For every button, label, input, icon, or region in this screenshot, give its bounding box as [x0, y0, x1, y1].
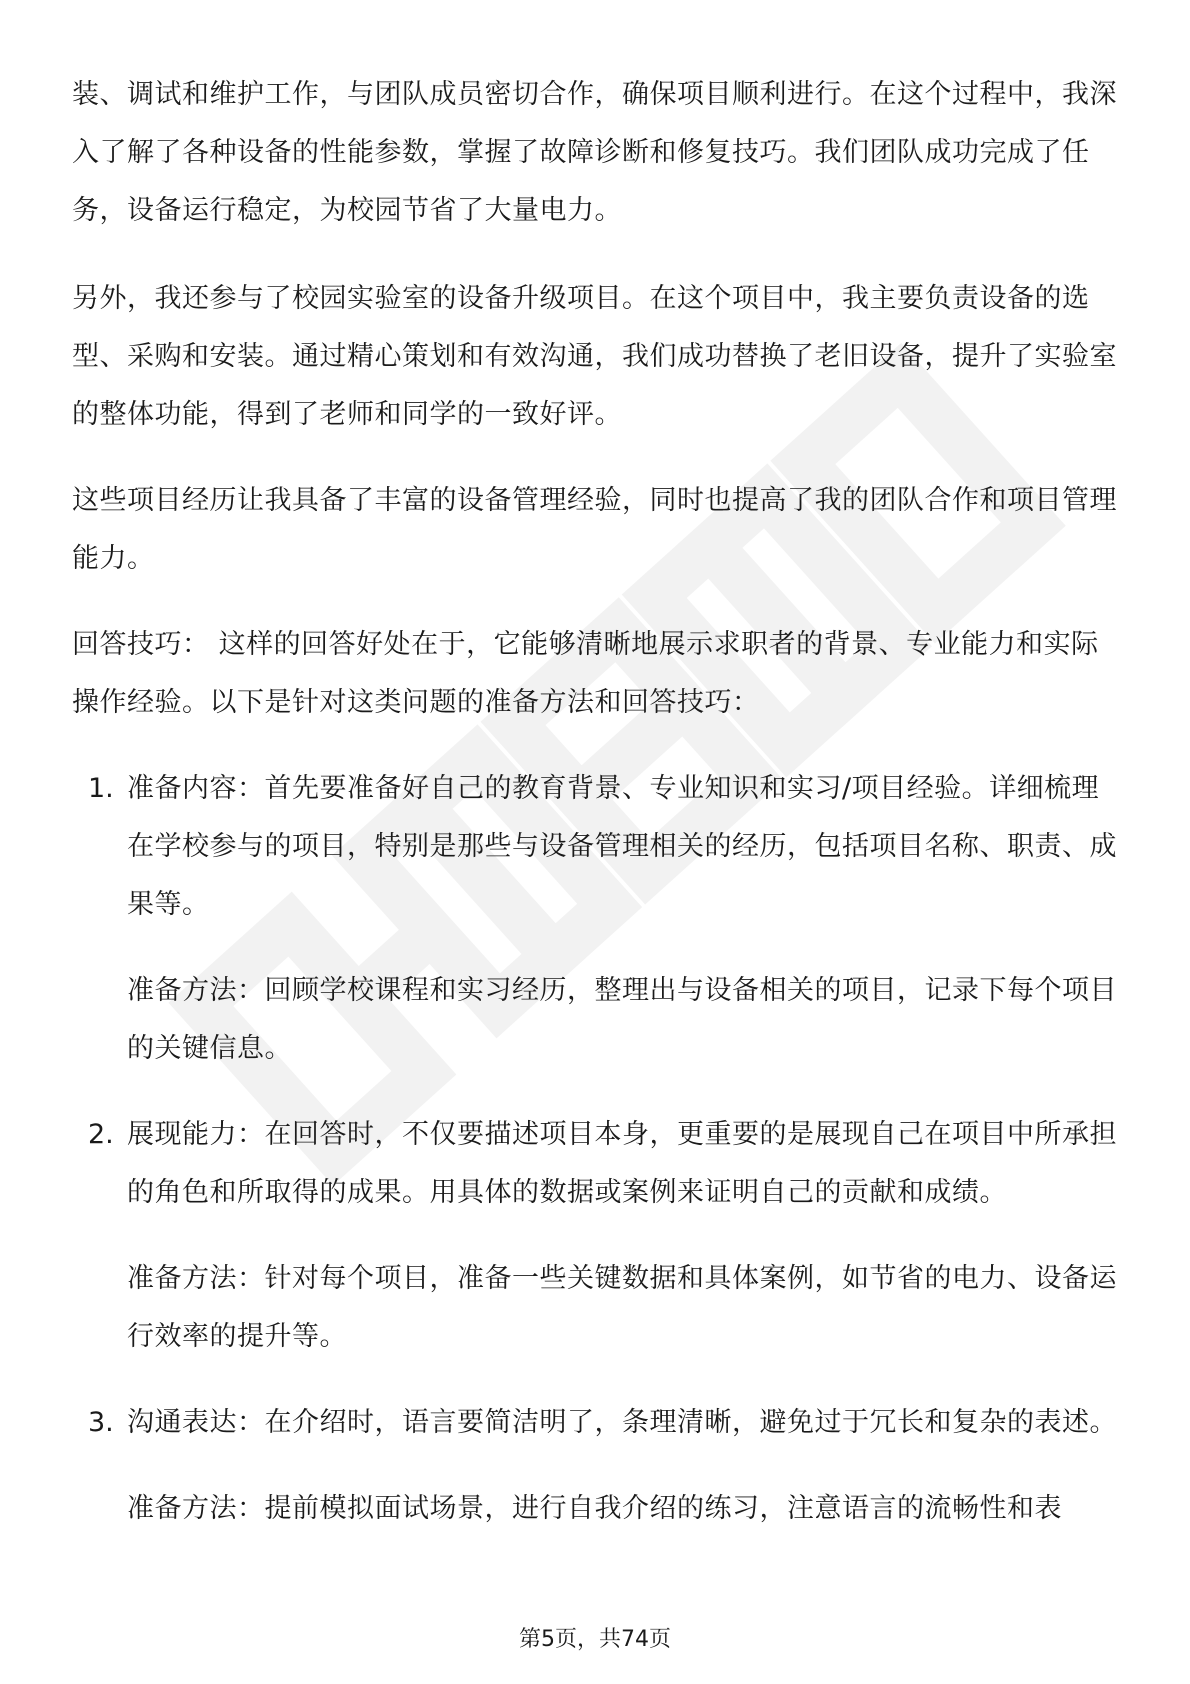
list-item-text: 展现能力：在回答时，不仅要描述项目本身，更重要的是展现自己在项目中所承担的角色和所取得的成果。用具体的数据或案例来证明自己的贡献和成绩。 [127, 1119, 1117, 1208]
list-item [72, 760, 1124, 1078]
list-item-method: 准备方法：针对每个项目，准备一些关键数据和具体案例，如节省的电力、设备运行效率的提升等。 [127, 1263, 1117, 1352]
list-item-text: 沟通表达：在介绍时，语言要简洁明了，条理清晰，避免过于冗长和复杂的表述。 [127, 1407, 1117, 1438]
paragraph: 装、调试和维护工作，与团队成员密切合作，确保项目顺利进行。在这个过程中，我深入了解了各种设备的性能参数，掌握了故障诊断和修复技巧。我们团队成功完成了任务，设备运行稳定，为校园节省了大量电力。 [72, 79, 1117, 226]
list-item-method: 准备方法：提前模拟面试场景，进行自我介绍的练习，注意语言的流畅性和表 [127, 1493, 1062, 1524]
list-item [72, 1106, 1124, 1366]
list-item-text: 准备内容：首先要准备好自己的教育背景、专业知识和实习/项目经验。详细梳理在学校参与的项目，特别是那些与设备管理相关的经历，包括项目名称、职责、成果等。 [127, 773, 1117, 920]
list-item [72, 1394, 1124, 1538]
page-footer: 第5页，共74页 [519, 1627, 671, 1652]
list-number: 1. [88, 773, 114, 804]
document-body [72, 66, 1124, 1566]
list-number: 3. [88, 1407, 114, 1438]
paragraph: 另外，我还参与了校园实验室的设备升级项目。在这个项目中，我主要负责设备的选型、采购和安装。通过精心策划和有效沟通，我们成功替换了老旧设备，提升了实验室的整体功能，得到了老师和同学的一致好评。 [72, 283, 1117, 430]
list-item-method: 准备方法：回顾学校课程和实习经历，整理出与设备相关的项目，记录下每个项目的关键信息。 [127, 975, 1117, 1064]
list-number: 2. [88, 1119, 114, 1150]
paragraph: 这些项目经历让我具备了丰富的设备管理经验，同时也提高了我的团队合作和项目管理能力。 [72, 485, 1117, 574]
paragraph-tips: 回答技巧： 这样的回答好处在于，它能够清晰地展示求职者的背景、专业能力和实际操作经验。以下是针对这类问题的准备方法和回答技巧： [72, 629, 1099, 718]
